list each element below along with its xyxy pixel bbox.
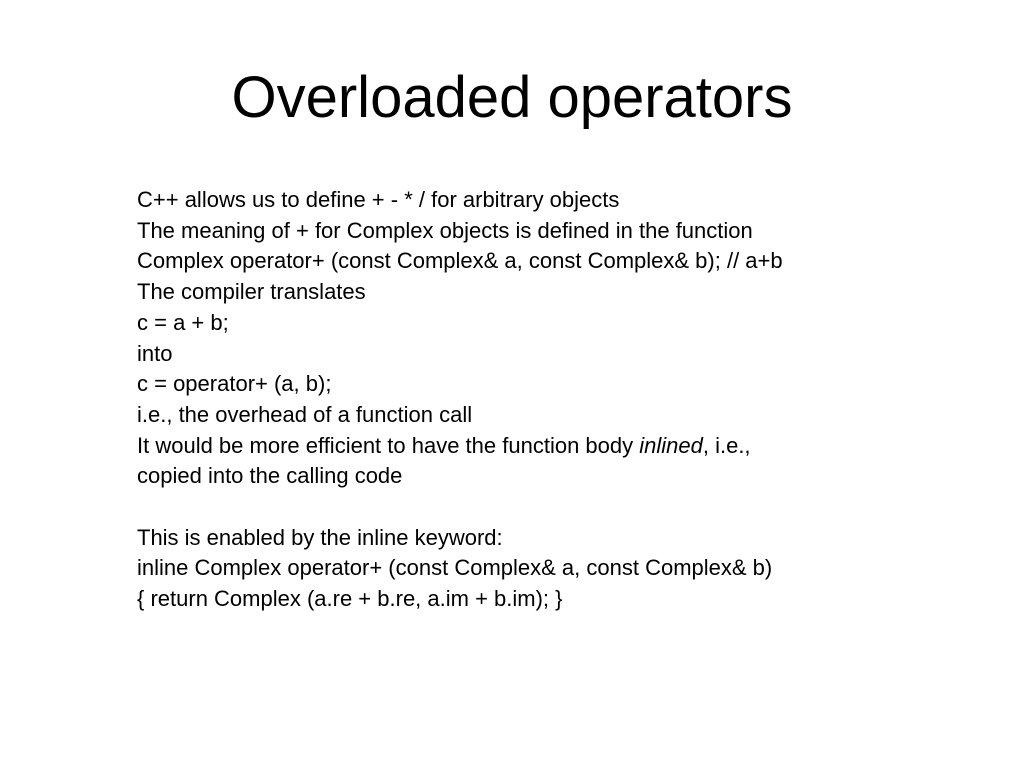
body-line: copied into the calling code	[137, 463, 403, 489]
body-line: The compiler translates	[137, 279, 366, 305]
slide-title: Overloaded operators	[231, 65, 793, 130]
body-line: The meaning of + for Complex objects is defined in the function	[137, 217, 753, 243]
body-line	[137, 431, 997, 462]
code-line: c = operator+ (a, b);	[137, 371, 332, 397]
blank-line	[137, 492, 997, 523]
code-line: c = a + b;	[137, 309, 229, 335]
slide-body	[137, 185, 997, 615]
body-line: This is enabled by the inline keyword:	[137, 524, 503, 550]
code-line: Complex operator+ (const Complex& a, const Complex& b); // a+b	[137, 248, 783, 274]
body-line: i.e., the overhead of a function call	[137, 401, 473, 427]
body-line: C++ allows us to define + - * / for arbitrary objects	[137, 187, 620, 212]
body-text-segment: It would be more efficient to have the function body	[137, 432, 640, 458]
code-line: inline Complex operator+ (const Complex& a, const Complex& b)	[137, 555, 773, 581]
code-line: { return Complex (a.re + b.re, a.im + b.im); }	[137, 586, 563, 612]
emphasized-word: inlined	[639, 432, 703, 458]
body-text-segment: , i.e.,	[702, 432, 751, 458]
body-line: into	[137, 340, 173, 366]
